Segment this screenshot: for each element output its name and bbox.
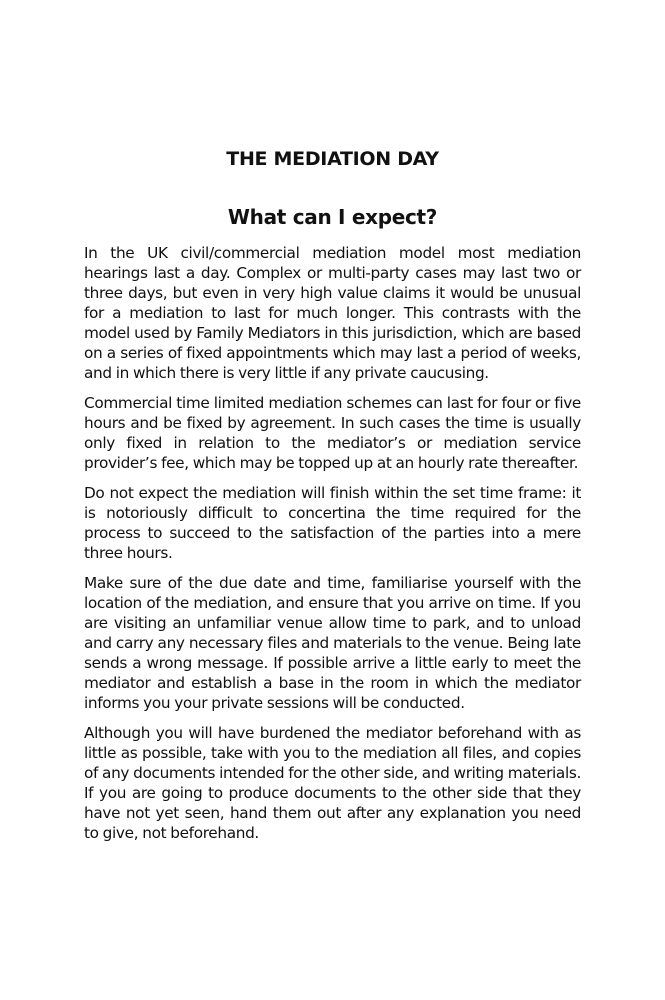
section-heading: What can I expect?	[227, 205, 438, 229]
paragraph-duration: In the UK civil/commercial mediation model most mediation hearings last a day. Complex or multi-party cases may last two or three days, but even in very high value claims it would be unusual for a mediation to last for much longer. This contrasts with the model used by Family Mediators in this jurisdiction, which are based on a series of fixed appointments which may last a period of weeks, and in which there is very little if any private caucusing.	[84, 244, 581, 382]
paragraph-time-limited: Commercial time limited mediation schemes can last for four or five hours and be fixed by agreement. In such cases the time is usually only fixed in relation to the mediator’s or mediation service provider’s fee, which may be topped up at an hourly rate thereafter.	[84, 394, 581, 472]
paragraph-arrival: Make sure of the due date and time, familiarise yourself with the location of the mediation, and ensure that you arrive on time. If you are visiting an unfamiliar venue allow time to park, and to unload and carry any necessary files and materials to the venue. Being late sends a wrong message. If possible arrive a little early to meet the mediator and establish a base in the room in which the mediator informs you your private sessions will be conducted.	[84, 574, 581, 712]
body-text	[84, 243, 581, 853]
paragraph-materials: Although you will have burdened the mediator beforehand with as little as possible, take with you to the mediation all files, and copies of any documents intended for the other side, and writing materials. If you are going to produce documents to the other side that they have not yet seen, hand them out after any explanation you need to give, not beforehand.	[84, 724, 581, 842]
paragraph-time-frame: Do not expect the mediation will finish within the set time frame: it is notoriously difficult to concertina the time required for the process to succeed to the satisfaction of the parties into a mere three hours.	[84, 484, 581, 562]
chapter-title: THE MEDIATION DAY	[226, 148, 439, 170]
